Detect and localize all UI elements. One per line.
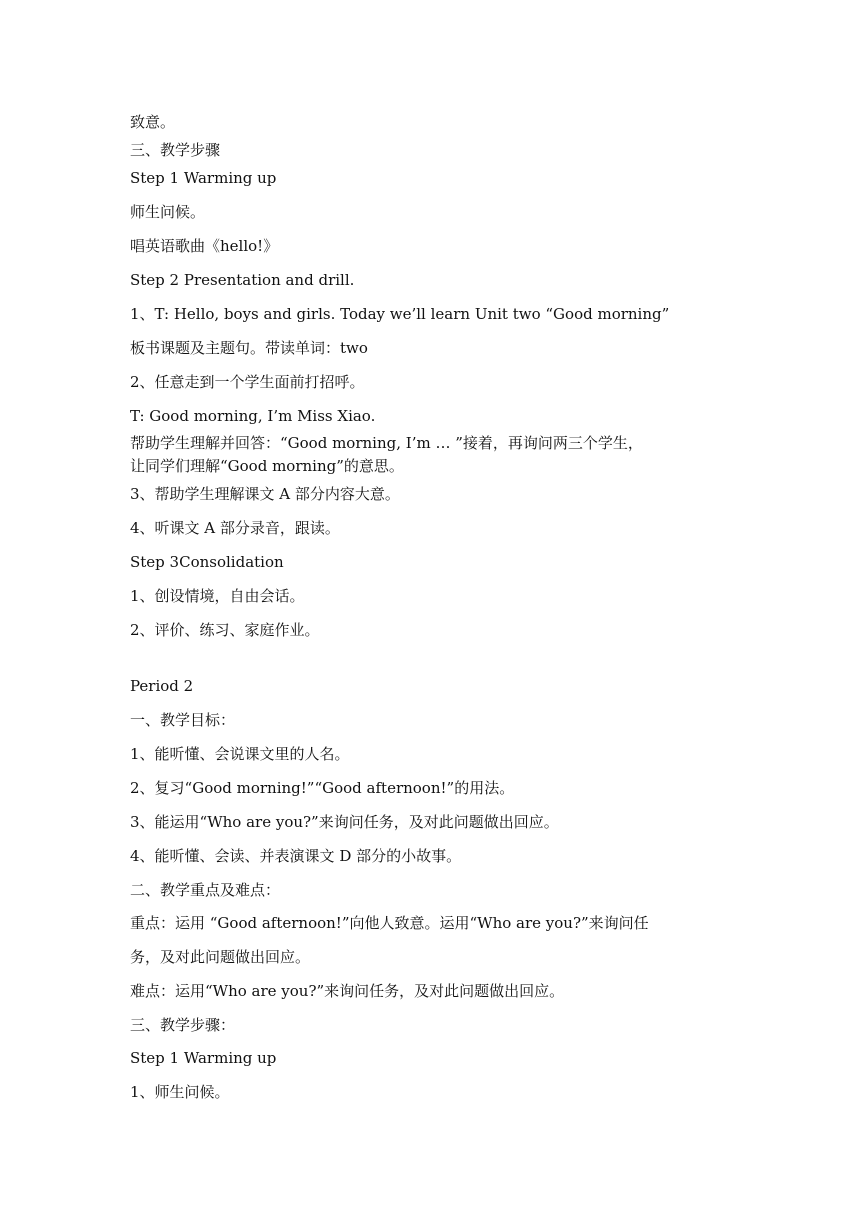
- section-heading: 三、教学步骤: [130, 141, 221, 159]
- text-line: 4、能听懂、会读、并表演课文 D 部分的小故事。: [130, 847, 462, 865]
- text-line: 2、任意走到一个学生面前打招呼。: [130, 373, 365, 391]
- step-heading: Step 1 Warming up: [130, 169, 277, 187]
- text-line: T: Good morning, I’m Miss Xiao.: [130, 407, 376, 425]
- text-line: 1、能听懂、会说课文里的人名。: [130, 745, 350, 763]
- section-heading: 一、教学目标：: [130, 711, 236, 729]
- text-line: 板书课题及主题句。带读单词：two: [130, 339, 368, 357]
- text-line: 师生问候。: [130, 203, 206, 221]
- text-line: 唱英语歌曲《hello!》: [130, 237, 279, 255]
- text-line: 1、师生问候。: [130, 1083, 230, 1101]
- period-heading: Period 2: [130, 677, 194, 695]
- text-line: 致意。: [130, 113, 176, 131]
- step-heading: Step 2 Presentation and drill.: [130, 271, 355, 289]
- text-line: 4、听课文 A 部分录音，跟读。: [130, 519, 340, 537]
- text-line: 帮助学生理解并回答：“Good morning, I’m … ”接着，再询问两三个学生，: [130, 434, 643, 452]
- step-heading: Step 1 Warming up: [130, 1049, 277, 1067]
- text-line: 3、帮助学生理解课文 A 部分内容大意。: [130, 485, 400, 503]
- step-heading: Step 3Consolidation: [130, 553, 284, 571]
- text-line: 1、T: Hello, boys and girls. Today we’ll learn Unit two “Good morning”: [130, 305, 670, 323]
- text-line: 务，及对此问题做出回应。: [130, 948, 311, 966]
- text-line: 2、复习“Good morning!”“Good afternoon!”的用法。: [130, 779, 515, 797]
- section-heading: 二、教学重点及难点：: [130, 881, 281, 899]
- text-line: 让同学们理解“Good morning”的意思。: [130, 457, 404, 475]
- text-line: 重点：运用 “Good afternoon!”向他人致意。运用“Who are you?”来询问任: [130, 914, 649, 932]
- section-heading: 三、教学步骤：: [130, 1016, 236, 1034]
- text-line: 2、评价、练习、家庭作业。: [130, 621, 320, 639]
- text-line: 难点：运用“Who are you?”来询问任务，及对此问题做出回应。: [130, 982, 565, 1000]
- text-line: 3、能运用“Who are you?”来询问任务，及对此问题做出回应。: [130, 813, 559, 831]
- text-line: 1、创设情境，自由会话。: [130, 587, 305, 605]
